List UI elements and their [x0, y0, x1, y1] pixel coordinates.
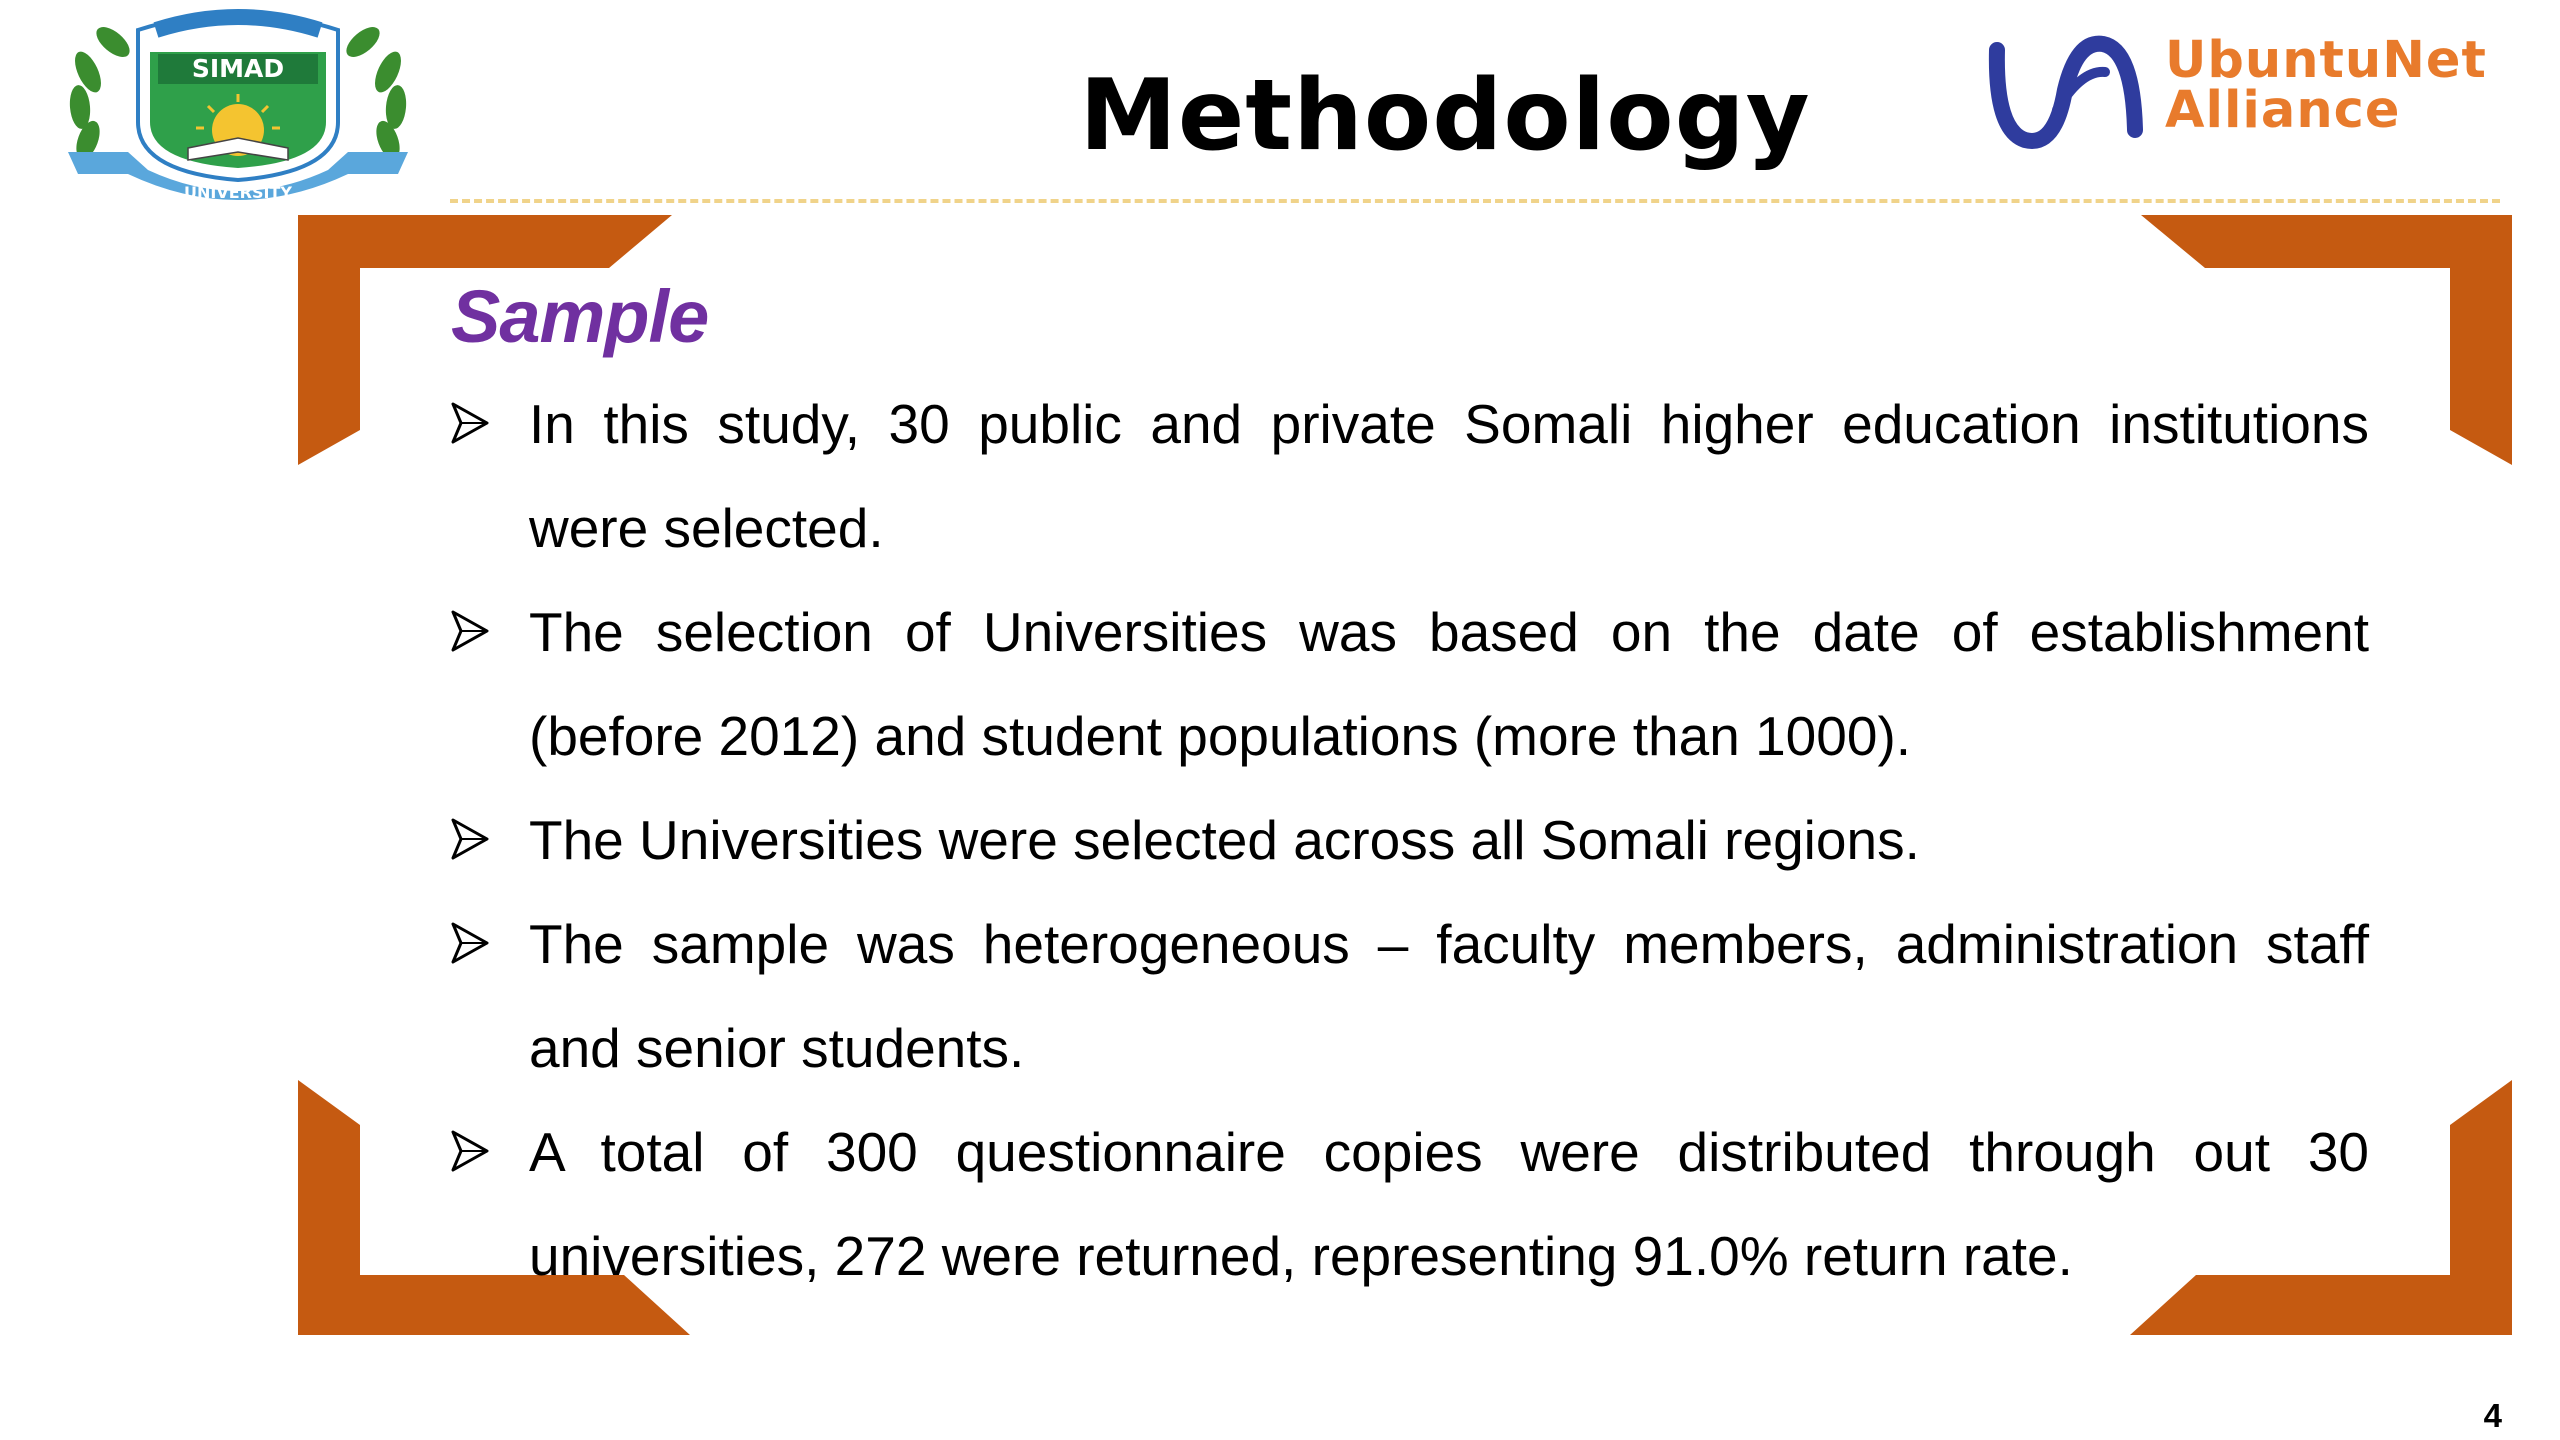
bullet-list	[451, 372, 2369, 1308]
simad-university-band-text: UNIVERSITY	[184, 183, 292, 202]
page-number: 4	[2483, 1397, 2502, 1434]
simad-wordmark: SIMAD	[191, 54, 285, 83]
bullet-item	[451, 788, 2369, 892]
bullet-item	[451, 892, 2369, 1100]
slide-title: Methodology	[1079, 59, 1811, 173]
bullet-item	[451, 372, 2369, 580]
arrowhead-bullet-icon	[451, 610, 489, 652]
bullet-text: The Universities were selected across all Somali regions.	[529, 809, 1920, 871]
bullet-item	[451, 1100, 2369, 1308]
arrowhead-bullet-icon	[451, 922, 489, 964]
arrowhead-bullet-icon	[451, 1130, 489, 1172]
bullet-text: The sample was heterogeneous – faculty members, administration staff and senior students.	[529, 913, 2369, 1079]
bullet-text: In this study, 30 public and private Somali higher education institutions were selected.	[529, 393, 2369, 559]
bullet-item	[451, 580, 2369, 788]
bullet-text: A total of 300 questionnaire copies were distributed through out 30 universities, 272 were returned, representing 91.0% return rate.	[529, 1121, 2369, 1287]
section-heading: Sample	[451, 275, 709, 358]
arrowhead-bullet-icon	[451, 818, 489, 860]
ubuntunet-wordmark-line1: UbuntuNet	[2165, 31, 2487, 90]
ubuntunet-wordmark-line2: Alliance	[2165, 81, 2401, 140]
arrowhead-bullet-icon	[451, 402, 489, 444]
bullet-text: The selection of Universities was based on the date of establishment (before 2012) and student populations (more than 1000).	[529, 601, 2369, 767]
